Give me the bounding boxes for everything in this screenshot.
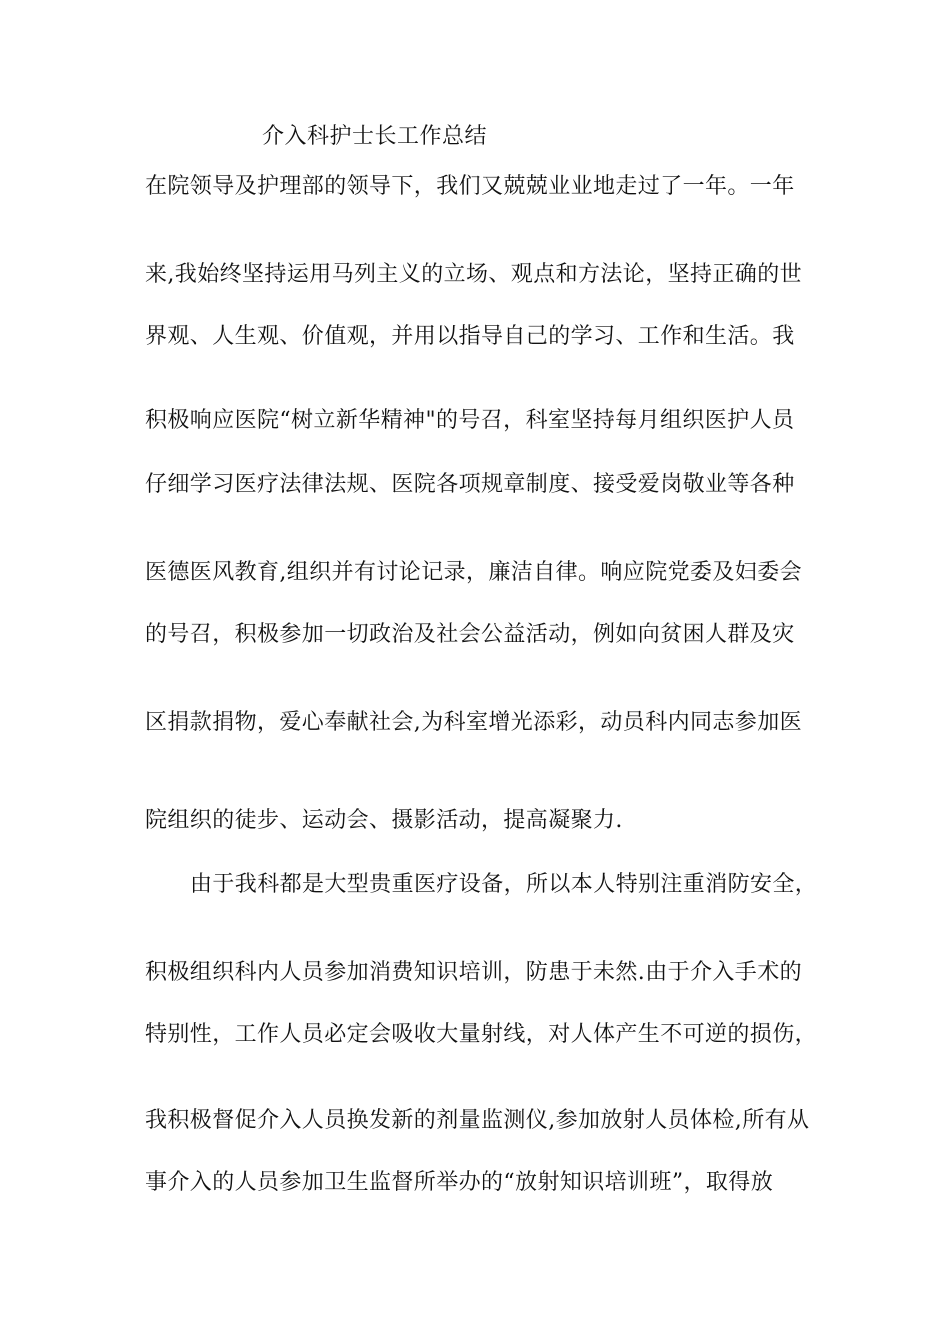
paragraph-line: 来,我始终坚持运用马列主义的立场、观点和方法论，坚持正确的世 (145, 262, 802, 287)
paragraph-line: 事介入的人员参加卫生监督所举办的“放射知识培训班”，取得放 (145, 1170, 774, 1195)
paragraph-line: 特别性，工作人员必定会吸收大量射线，对人体产生不可逆的损伤， (145, 1022, 818, 1047)
paragraph-line: 在院领导及护理部的领导下，我们又兢兢业业地走过了一年。一年 (145, 174, 795, 199)
paragraph-line: 积极响应医院“树立新华精神"的号召，科室坚持每月组织医护人员 (145, 408, 795, 433)
paragraph-line: 的号召，积极参加一切政治及社会公益活动，例如向贫困人群及灾 (145, 622, 795, 647)
paragraph-line: 积极组织科内人员参加消费知识培训，防患于未然.由于介入手术的 (145, 960, 802, 985)
paragraph-line-indented: 由于我科都是大型贵重医疗设备，所以本人特别注重消防安全， (190, 872, 818, 897)
paragraph-line: 界观、人生观、价值观，并用以指导自己的学习、工作和生活。我 (145, 324, 795, 349)
paragraph-line: 区捐款捐物，爱心奉献社会,为科室增光添彩，动员科内同志参加医 (145, 710, 802, 735)
paragraph-line: 医德医风教育,组织并有讨论记录，廉洁自律。响应院党委及妇委会 (145, 560, 802, 585)
paragraph-line: 我积极督促介入人员换发新的剂量监测仪,参加放射人员体检,所有从 (145, 1108, 810, 1133)
paragraph-line: 仔细学习医疗法律法规、医院各项规章制度、接受爱岗敬业等各种 (145, 472, 795, 497)
document-title: 介入科护士长工作总结 (262, 124, 488, 149)
paragraph-line: 院组织的徒步、运动会、摄影活动，提高凝聚力. (145, 808, 623, 833)
